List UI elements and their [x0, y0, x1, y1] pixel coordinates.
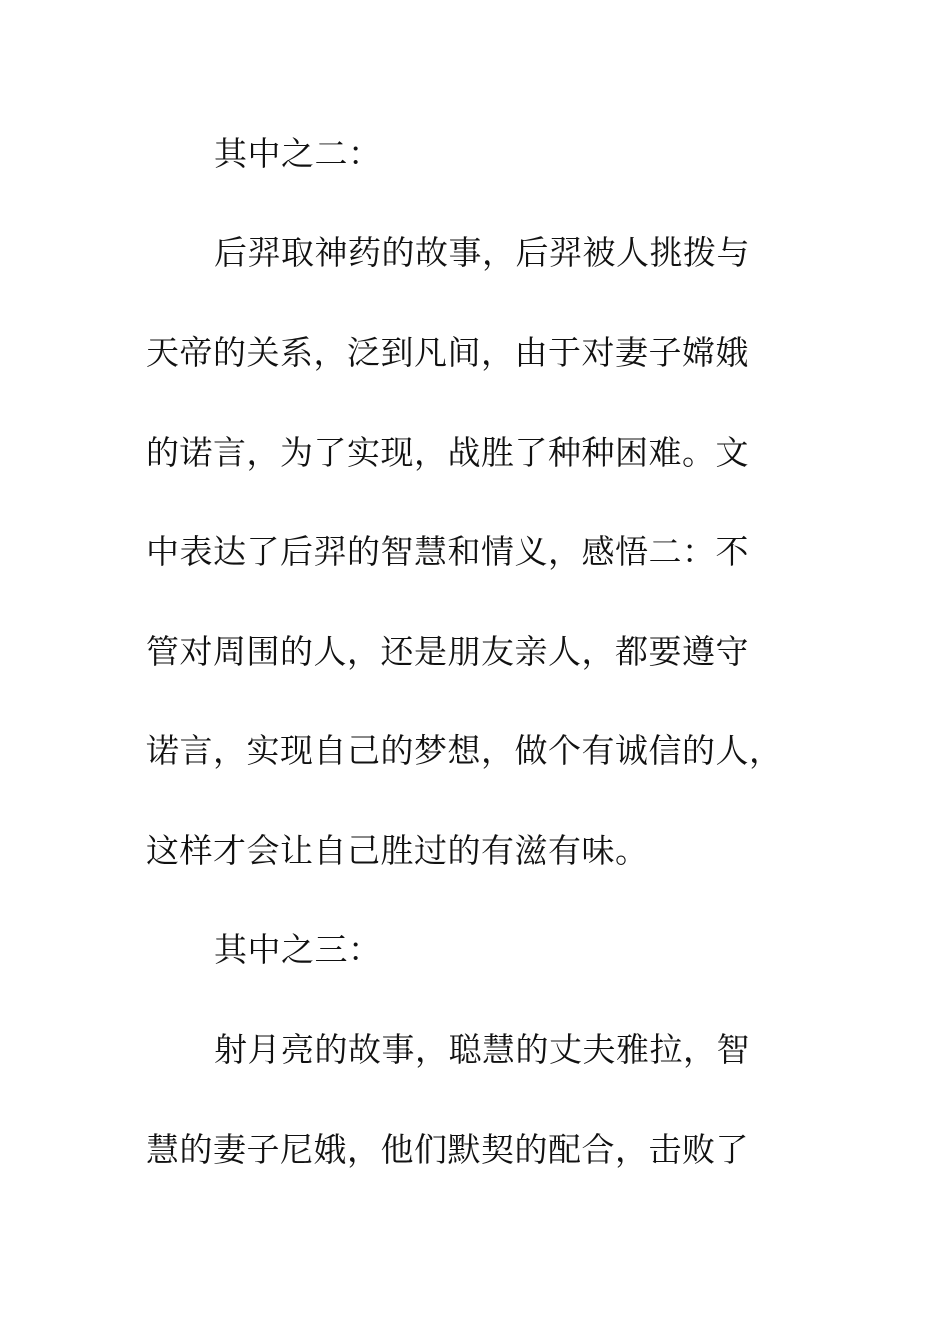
paragraph-line: 后羿取神药的故事，后羿被人挑拨与 — [214, 233, 750, 272]
section-heading-2: 其中之二： — [214, 134, 382, 173]
paragraph-line: 中表达了后羿的智慧和情义，感悟二：不 — [146, 532, 749, 571]
paragraph-line: 这样才会让自己胜过的有滋有味。 — [146, 831, 649, 870]
paragraph-line: 天帝的关系，泛到凡间，由于对妻子嫦娥 — [146, 333, 749, 372]
paragraph-line: 慧的妻子尼娥，他们默契的配合，击败了 — [146, 1130, 749, 1169]
paragraph-line: 管对周围的人，还是朋友亲人，都要遵守 — [146, 632, 749, 671]
paragraph-line: 诺言，实现自己的梦想，做个有诚信的人， — [146, 731, 783, 770]
paragraph-line: 射月亮的故事，聪慧的丈夫雅拉，智 — [214, 1030, 750, 1069]
paragraph-line: 的诺言，为了实现，战胜了种种困难。文 — [146, 433, 749, 472]
section-heading-3: 其中之三： — [214, 930, 382, 969]
